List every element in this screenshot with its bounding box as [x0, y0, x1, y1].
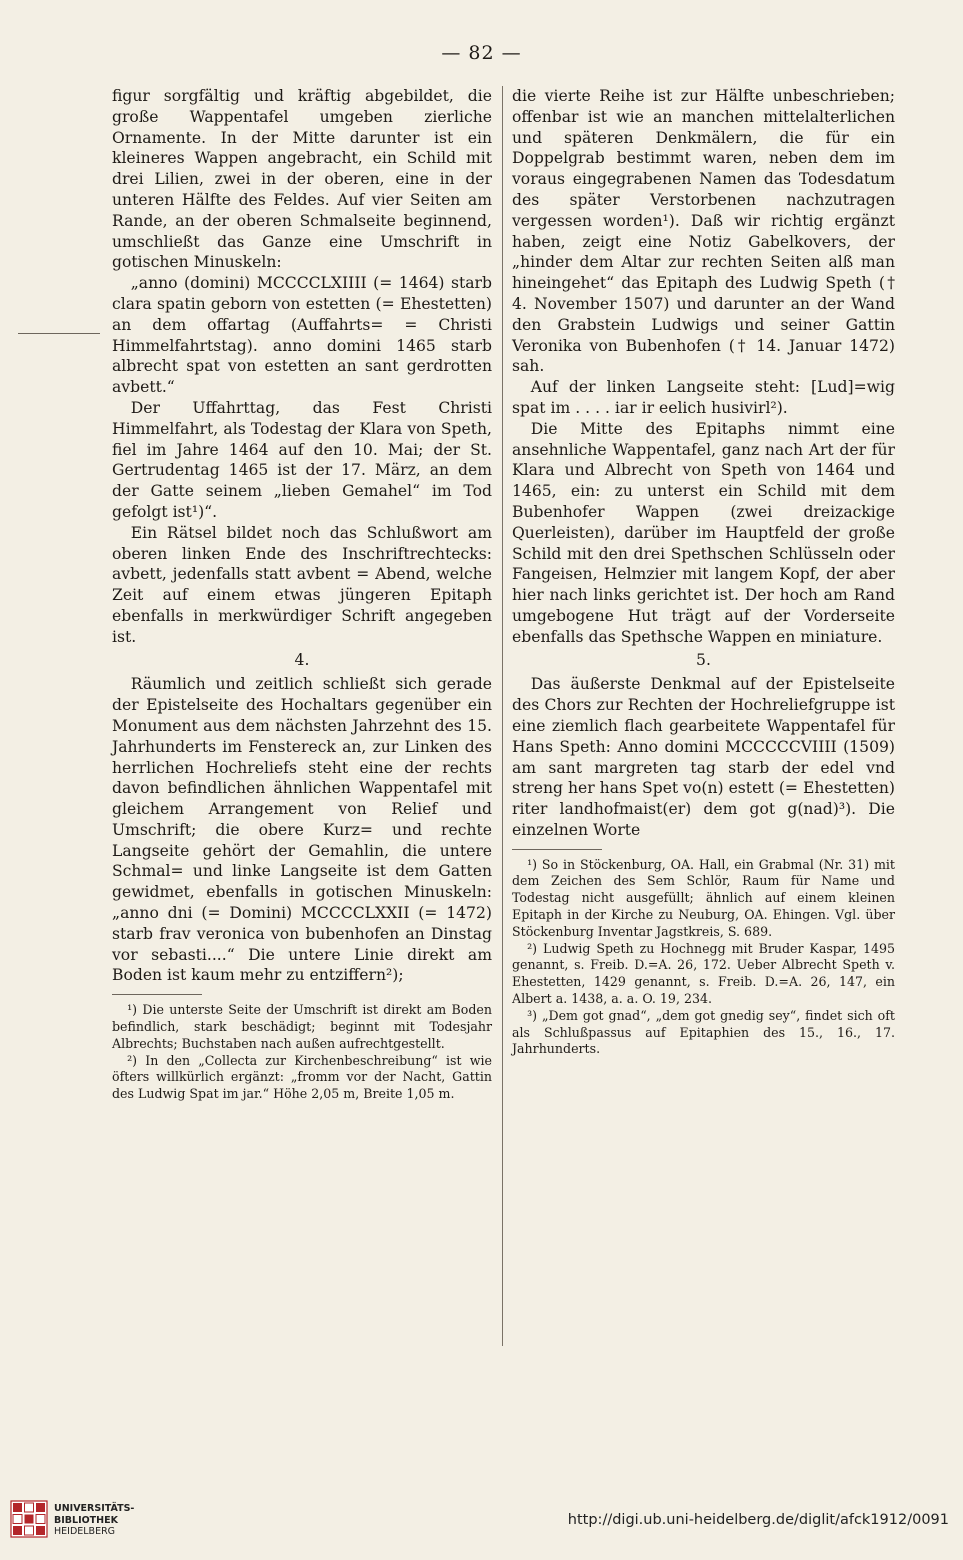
library-name	[54, 1503, 134, 1538]
logo-line: BIBLIOTHEK	[54, 1514, 118, 1526]
footnote: ²) In den „Collecta zur Kirchenbeschreibung“ ist wie öfters willkürlich ergänzt: „fromm vor der Nacht, Gattin des Ludwig Spat im jar.“ Höhe 2,05 m, Breite 1,05 m.	[112, 1052, 492, 1102]
footnote-rule	[112, 994, 202, 995]
footnote: ¹) Die unterste Seite der Umschrift ist direkt am Boden befindlich, stark beschädigt; beginnt mit Todesjahr Albrechts; Buchstaben nach außen aufrechtgestellt.	[112, 1002, 492, 1051]
source-url-link[interactable]: http://digi.ub.uni-heidelberg.de/diglit/afck1912/0091	[567, 1512, 949, 1528]
section-number: 5.	[696, 650, 711, 669]
paragraph: die vierte Reihe ist zur Hälfte unbeschrieben; offenbar ist wie an manchen mittelalterlichen und späteren Denkmälern, die für ein Doppelgrab bestimmt waren, neben dem im voraus eingegrabenen Namen das Todesdatum des später Verstorbenen nachzutragen vergessen worden¹). Daß wir richtig ergänzt haben, zeigt eine Notiz Gabelkovers, der „hinder dem Altar zur rechten Seiten alß man hineingehet“ das Epitaph des Ludwig Speth († 4. November 1507) und darunter an der Wand den Grabstein Ludwigs und seiner Gattin Veronika von Bubenhofen († 14. Januar 1472) sah.	[512, 87, 895, 376]
paragraph: Auf der linken Langseite steht: [Lud]=wig spat im . . . . iar ir eelich husivirl²).	[512, 378, 895, 417]
section-number: 4.	[294, 650, 310, 669]
library-logo[interactable]	[10, 1500, 250, 1540]
paragraph: Der Uffahrttag, das Fest Christi Himmelfahrt, als Todestag der Klara von Speth, fiel im Jahre 1464 auf den 10. Mai; der St. Gertrudentag 1465 ist der 17. März, an dem der Gatte seinem „lieben Gemahel“ im Tod gefolgt ist¹)“.	[112, 398, 492, 521]
logo-line: UNIVERSITÄTS-	[54, 1503, 135, 1514]
paragraph: figur sorgfältig und kräftig abgebildet, die große Wappentafel umgeben zierliche Ornamente. In der Mitte darunter ist ein kleineres Wappen angebracht, ein Schild mit drei Lilien, zwei in der oberen, eine in der unteren Hälfte des Feldes. Auf vier Seiten am Rande, an der oberen Schmalseite beginnend, umschließt das Ganze eine Umschrift in gotischen Minuskeln:	[112, 87, 492, 272]
paragraph: Die Mitte des Epitaphs nimmt eine ansehnliche Wappentafel, ganz nach Art der für Klara und Albrecht von Speth von 1464 und 1465, ein: zu unterst ein Schild mit dem Bubenhofer Wappen (zwei dreizackige Querleisten), darüber im Hauptfeld der große Schild mit den drei Spethschen Schlüsseln oder Fangeisen, Helmzier mit langem Kopf, der aber hier nach links gerichtet ist. Der hoch am Rand umgebogene Hut trägt auf der Vorderseite ebenfalls das Spethsche Wappen en miniature.	[512, 419, 895, 646]
footnote-rule	[512, 849, 602, 850]
paragraph: Räumlich und zeitlich schließt sich gerade der Epistelseite des Hochaltars gegenüber ein Monument aus dem nächsten Jahrzehnt des 15. Jahrhunderts im Fenstereck an, zur Linken des herrlichen Hochreliefs steht eine der rechts davon befindlichen ähnlichen Wappentafel mit gleichem Arrangement von Relief und Umschrift; die obere Kurz= und rechte Langseite gehört der Gemahlin, die untere Schmal= und linke Langseite ist dem Gatten gewidmet, ebenfalls in gotischen Minuskeln: „anno dni (= Domini) MCCCCLXXII (= 1472) starb frav veronica von bubenhofen an Dinstag vor sebasti....“ Die untere Linie direkt am Boden ist kaum mehr zu entziffern²);	[112, 675, 492, 985]
paragraph: „anno (domini) MCCCCLXIIII (= 1464) starb clara spatin geborn von estetten (= Ehestetten) an dem offartag (Auffahrts= = Christi Himmelfahrtstag). anno domini 1465 starb albrecht spat von estetten an sant gerdrotten avbett.“	[112, 274, 492, 397]
page-number: — 82 —	[441, 42, 522, 64]
paragraph: Das äußerste Denkmal auf der Epistelseite des Chors zur Rechten der Hochreliefgruppe ist eine ziemlich flach gearbeitete Wappentafel für Hans Speth: Anno domini MCCCCCVIIII (1509) am sant margreten tag starb der edel vnd streng her hans Spet vo(n) estett (= Ehestetten) riter landhofmaist(er) dem got g(nad)³). Die einzelnen Worte	[512, 675, 895, 839]
logo-line: HEIDELBERG	[54, 1526, 116, 1537]
paragraph: Ein Rätsel bildet noch das Schlußwort am oberen linken Ende des Inschriftrechtecks: avbett, jedenfalls statt avbent = Abend, welche Zeit auf einem etwas jüngeren Epitaph ebenfalls in merkwürdiger Schrift angegeben ist.	[112, 523, 492, 646]
footnote: ³) „Dem got gnad“, „dem got gnedig sey“, findet sich oft als Schlußpassus auf Epitaphien des 15., 16., 17. Jahrhunderts.	[512, 1007, 895, 1057]
column-divider	[502, 86, 503, 1346]
footnote: ¹) So in Stöckenburg, OA. Hall, ein Grabmal (Nr. 31) mit dem Zeichen des Sem Schlör, Raum für Name und Todestag nicht ausgefüllt; ähnlich auf einem kleinen Epitaph in der Kirche zu Neuburg, OA. Ehingen. Vgl. über Stöckenburg Inventar Jagstkreis, S. 689.	[512, 856, 895, 939]
right-column	[512, 86, 895, 1058]
left-column	[112, 86, 492, 1103]
library-emblem-icon	[10, 1500, 48, 1538]
footnote: ²) Ludwig Speth zu Hochnegg mit Bruder Kaspar, 1495 genannt, s. Freib. D.=A. 26, 172. Ueber Albrecht Speth v. Ehestetten, 1429 genannt, s. Freib. D.=A. 26, 147, ein Albert a. 1438, a. a. O. 19, 234.	[512, 940, 895, 1007]
margin-mark	[18, 333, 100, 334]
